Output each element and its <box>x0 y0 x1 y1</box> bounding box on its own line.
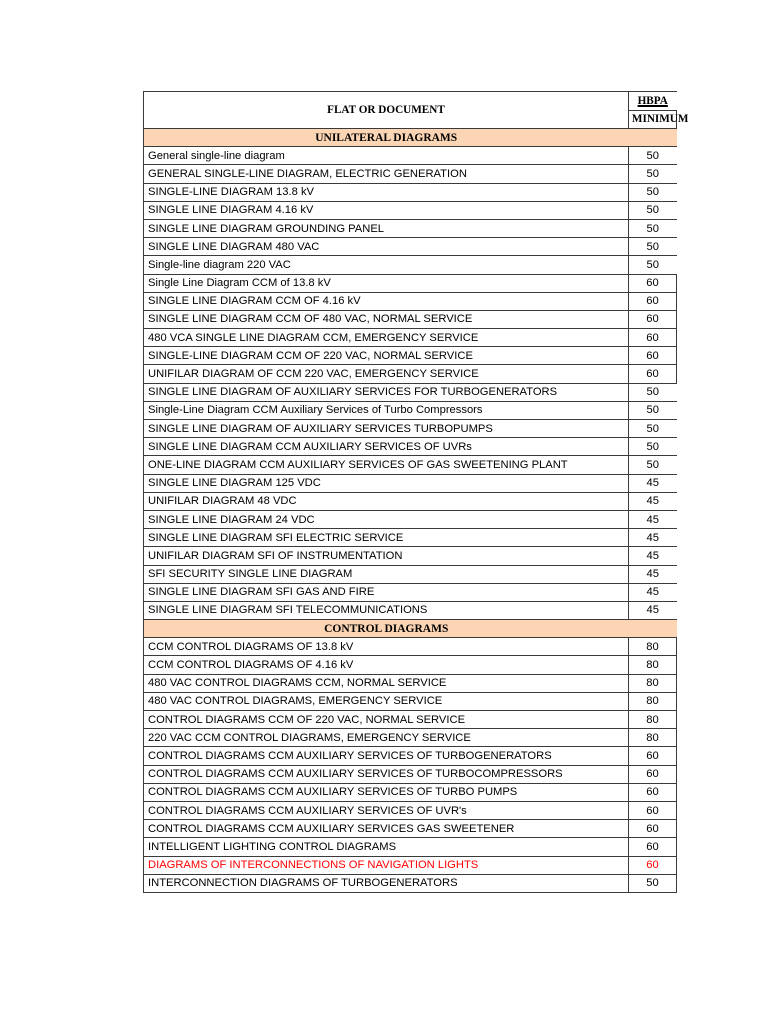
table-row <box>144 401 677 419</box>
minimum-value-cell: 60 <box>628 310 676 328</box>
table-row <box>144 274 677 292</box>
minimum-value-cell: 60 <box>628 856 676 874</box>
table-row <box>144 365 677 383</box>
minimum-value-cell: 45 <box>628 565 676 583</box>
document-name-cell: CONTROL DIAGRAMS CCM AUXILIARY SERVICES OF TURBOGENERATORS <box>144 747 629 765</box>
document-name-cell: CONTROL DIAGRAMS CCM AUXILIARY SERVICES OF UVR's <box>144 801 629 819</box>
document-name-cell: SINGLE-LINE DIAGRAM CCM OF 220 VAC, NORMAL SERVICE <box>144 347 629 365</box>
header-row <box>144 92 677 111</box>
document-name-cell: SINGLE LINE DIAGRAM SFI GAS AND FIRE <box>144 583 629 601</box>
value-column-header-label: HBPA <box>637 94 668 107</box>
table-row <box>144 438 677 456</box>
table-row <box>144 856 677 874</box>
minimum-value-cell: 50 <box>628 456 676 474</box>
table-row <box>144 456 677 474</box>
document-name-cell: DIAGRAMS OF INTERCONNECTIONS OF NAVIGATION LIGHTS <box>144 856 629 874</box>
table-row <box>144 838 677 856</box>
table-row <box>144 638 677 656</box>
document-name-cell: SINGLE LINE DIAGRAM OF AUXILIARY SERVICES TURBOPUMPS <box>144 420 629 438</box>
minimum-value-cell: 80 <box>628 674 676 692</box>
minimum-value-cell: 60 <box>628 765 676 783</box>
table-row <box>144 329 677 347</box>
table-row <box>144 801 677 819</box>
section-header-row <box>144 129 677 147</box>
document-name-cell: INTELLIGENT LIGHTING CONTROL DIAGRAMS <box>144 838 629 856</box>
table-body <box>144 92 689 893</box>
minimum-value-cell: 50 <box>628 219 676 237</box>
minimum-value-cell: 50 <box>628 383 676 401</box>
table-row <box>144 601 677 619</box>
document-name-cell: SINGLE LINE DIAGRAM SFI ELECTRIC SERVICE <box>144 529 629 547</box>
document-name-cell: SFI SECURITY SINGLE LINE DIAGRAM <box>144 565 629 583</box>
table-row <box>144 783 677 801</box>
document-name-cell: CCM CONTROL DIAGRAMS OF 4.16 kV <box>144 656 629 674</box>
table-row <box>144 219 677 237</box>
minimum-value-cell: 50 <box>628 256 676 274</box>
table-row <box>144 729 677 747</box>
section-title: CONTROL DIAGRAMS <box>144 620 629 638</box>
minimum-value-cell: 80 <box>628 692 676 710</box>
table-row <box>144 656 677 674</box>
document-name-cell: General single-line diagram <box>144 147 629 165</box>
document-name-cell: SINGLE LINE DIAGRAM 4.16 kV <box>144 201 629 219</box>
minimum-value-cell: 80 <box>628 656 676 674</box>
minimum-value-cell: 60 <box>628 747 676 765</box>
minimum-value-cell: 60 <box>628 329 676 347</box>
minimum-value-cell: 45 <box>628 583 676 601</box>
document-name-cell: SINGLE LINE DIAGRAM CCM OF 4.16 kV <box>144 292 629 310</box>
minimum-value-cell: 80 <box>628 711 676 729</box>
minimum-value-cell: 60 <box>628 838 676 856</box>
table-row <box>144 147 677 165</box>
document-name-cell: 480 VAC CONTROL DIAGRAMS CCM, NORMAL SERVICE <box>144 674 629 692</box>
minimum-value-cell: 60 <box>628 347 676 365</box>
section-header-row <box>144 620 677 638</box>
minimum-value-cell: 45 <box>628 547 676 565</box>
table-row <box>144 165 677 183</box>
minimum-value-cell: 60 <box>628 820 676 838</box>
document-name-cell: SINGLE LINE DIAGRAM CCM AUXILIARY SERVICES OF UVRs <box>144 438 629 456</box>
table-row <box>144 347 677 365</box>
document-name-cell: CONTROL DIAGRAMS CCM AUXILIARY SERVICES OF TURBO PUMPS <box>144 783 629 801</box>
table-row <box>144 292 677 310</box>
table-row <box>144 383 677 401</box>
document-name-cell: CCM CONTROL DIAGRAMS OF 13.8 kV <box>144 638 629 656</box>
document-name-cell: INTERCONNECTION DIAGRAMS OF TURBOGENERATORS <box>144 874 629 892</box>
minimum-value-cell: 80 <box>628 638 676 656</box>
minimum-value-cell: 60 <box>628 274 676 292</box>
minimum-value-cell: 45 <box>628 510 676 528</box>
table-row <box>144 201 677 219</box>
table-row <box>144 310 677 328</box>
document-name-cell: SINGLE-LINE DIAGRAM 13.8 kV <box>144 183 629 201</box>
table-row <box>144 492 677 510</box>
table-row <box>144 510 677 528</box>
minimum-value-cell: 45 <box>628 601 676 619</box>
table-row <box>144 711 677 729</box>
document-column-header: FLAT OR DOCUMENT <box>144 92 629 129</box>
document-name-cell: Single-Line Diagram CCM Auxiliary Services of Turbo Compressors <box>144 401 629 419</box>
document-name-cell: SINGLE LINE DIAGRAM 125 VDC <box>144 474 629 492</box>
table-row <box>144 765 677 783</box>
minimum-value-cell: 50 <box>628 874 676 892</box>
table-row <box>144 692 677 710</box>
minimum-value-cell: 45 <box>628 529 676 547</box>
section-title-fill <box>628 129 676 147</box>
document-name-cell: Single-line diagram 220 VAC <box>144 256 629 274</box>
document-name-cell: CONTROL DIAGRAMS CCM AUXILIARY SERVICES OF TURBOCOMPRESSORS <box>144 765 629 783</box>
document-name-cell: UNIFILAR DIAGRAM SFI OF INSTRUMENTATION <box>144 547 629 565</box>
minimum-value-cell: 80 <box>628 729 676 747</box>
minimum-value-cell: 50 <box>628 238 676 256</box>
minimum-value-cell: 60 <box>628 365 676 383</box>
document-name-cell: 480 VCA SINGLE LINE DIAGRAM CCM, EMERGENCY SERVICE <box>144 329 629 347</box>
document-name-cell: SINGLE LINE DIAGRAM OF AUXILIARY SERVICES FOR TURBOGENERATORS <box>144 383 629 401</box>
minimum-value-cell: 50 <box>628 438 676 456</box>
document-name-cell: CONTROL DIAGRAMS CCM OF 220 VAC, NORMAL SERVICE <box>144 711 629 729</box>
section-title: UNILATERAL DIAGRAMS <box>144 129 629 147</box>
document-name-cell: ONE-LINE DIAGRAM CCM AUXILIARY SERVICES OF GAS SWEETENING PLANT <box>144 456 629 474</box>
document-name-cell: SINGLE LINE DIAGRAM GROUNDING PANEL <box>144 219 629 237</box>
document-table <box>143 91 689 893</box>
document-name-cell: Single Line Diagram CCM of 13.8 kV <box>144 274 629 292</box>
table-row <box>144 674 677 692</box>
minimum-value-cell: 60 <box>628 783 676 801</box>
section-title-fill <box>628 620 676 638</box>
document-name-cell: UNIFILAR DIAGRAM 48 VDC <box>144 492 629 510</box>
minimum-value-cell: 50 <box>628 183 676 201</box>
table-row <box>144 547 677 565</box>
table-row <box>144 256 677 274</box>
table-row <box>144 238 677 256</box>
value-column-header-bottom: MINIMUM <box>628 110 676 129</box>
minimum-value-cell: 60 <box>628 801 676 819</box>
table-row <box>144 820 677 838</box>
minimum-value-cell: 50 <box>628 147 676 165</box>
document-name-cell: UNIFILAR DIAGRAM OF CCM 220 VAC, EMERGENCY SERVICE <box>144 365 629 383</box>
document-name-cell: GENERAL SINGLE-LINE DIAGRAM, ELECTRIC GENERATION <box>144 165 629 183</box>
document-name-cell: SINGLE LINE DIAGRAM CCM OF 480 VAC, NORMAL SERVICE <box>144 310 629 328</box>
minimum-value-cell: 50 <box>628 420 676 438</box>
document-name-cell: 220 VAC CCM CONTROL DIAGRAMS, EMERGENCY SERVICE <box>144 729 629 747</box>
minimum-value-cell: 50 <box>628 401 676 419</box>
table-row <box>144 183 677 201</box>
table-row <box>144 565 677 583</box>
document-name-cell: SINGLE LINE DIAGRAM 480 VAC <box>144 238 629 256</box>
minimum-value-cell: 50 <box>628 201 676 219</box>
table-row <box>144 474 677 492</box>
table-row <box>144 583 677 601</box>
document-name-cell: 480 VAC CONTROL DIAGRAMS, EMERGENCY SERVICE <box>144 692 629 710</box>
document-name-cell: SINGLE LINE DIAGRAM SFI TELECOMMUNICATIONS <box>144 601 629 619</box>
table-row <box>144 420 677 438</box>
minimum-value-cell: 45 <box>628 474 676 492</box>
table-row <box>144 874 677 892</box>
document-name-cell: SINGLE LINE DIAGRAM 24 VDC <box>144 510 629 528</box>
document-name-cell: CONTROL DIAGRAMS CCM AUXILIARY SERVICES GAS SWEETENER <box>144 820 629 838</box>
table-row <box>144 529 677 547</box>
minimum-value-cell: 50 <box>628 165 676 183</box>
table-row <box>144 747 677 765</box>
value-column-header-top <box>628 92 676 111</box>
minimum-value-cell: 60 <box>628 292 676 310</box>
minimum-value-cell: 45 <box>628 492 676 510</box>
